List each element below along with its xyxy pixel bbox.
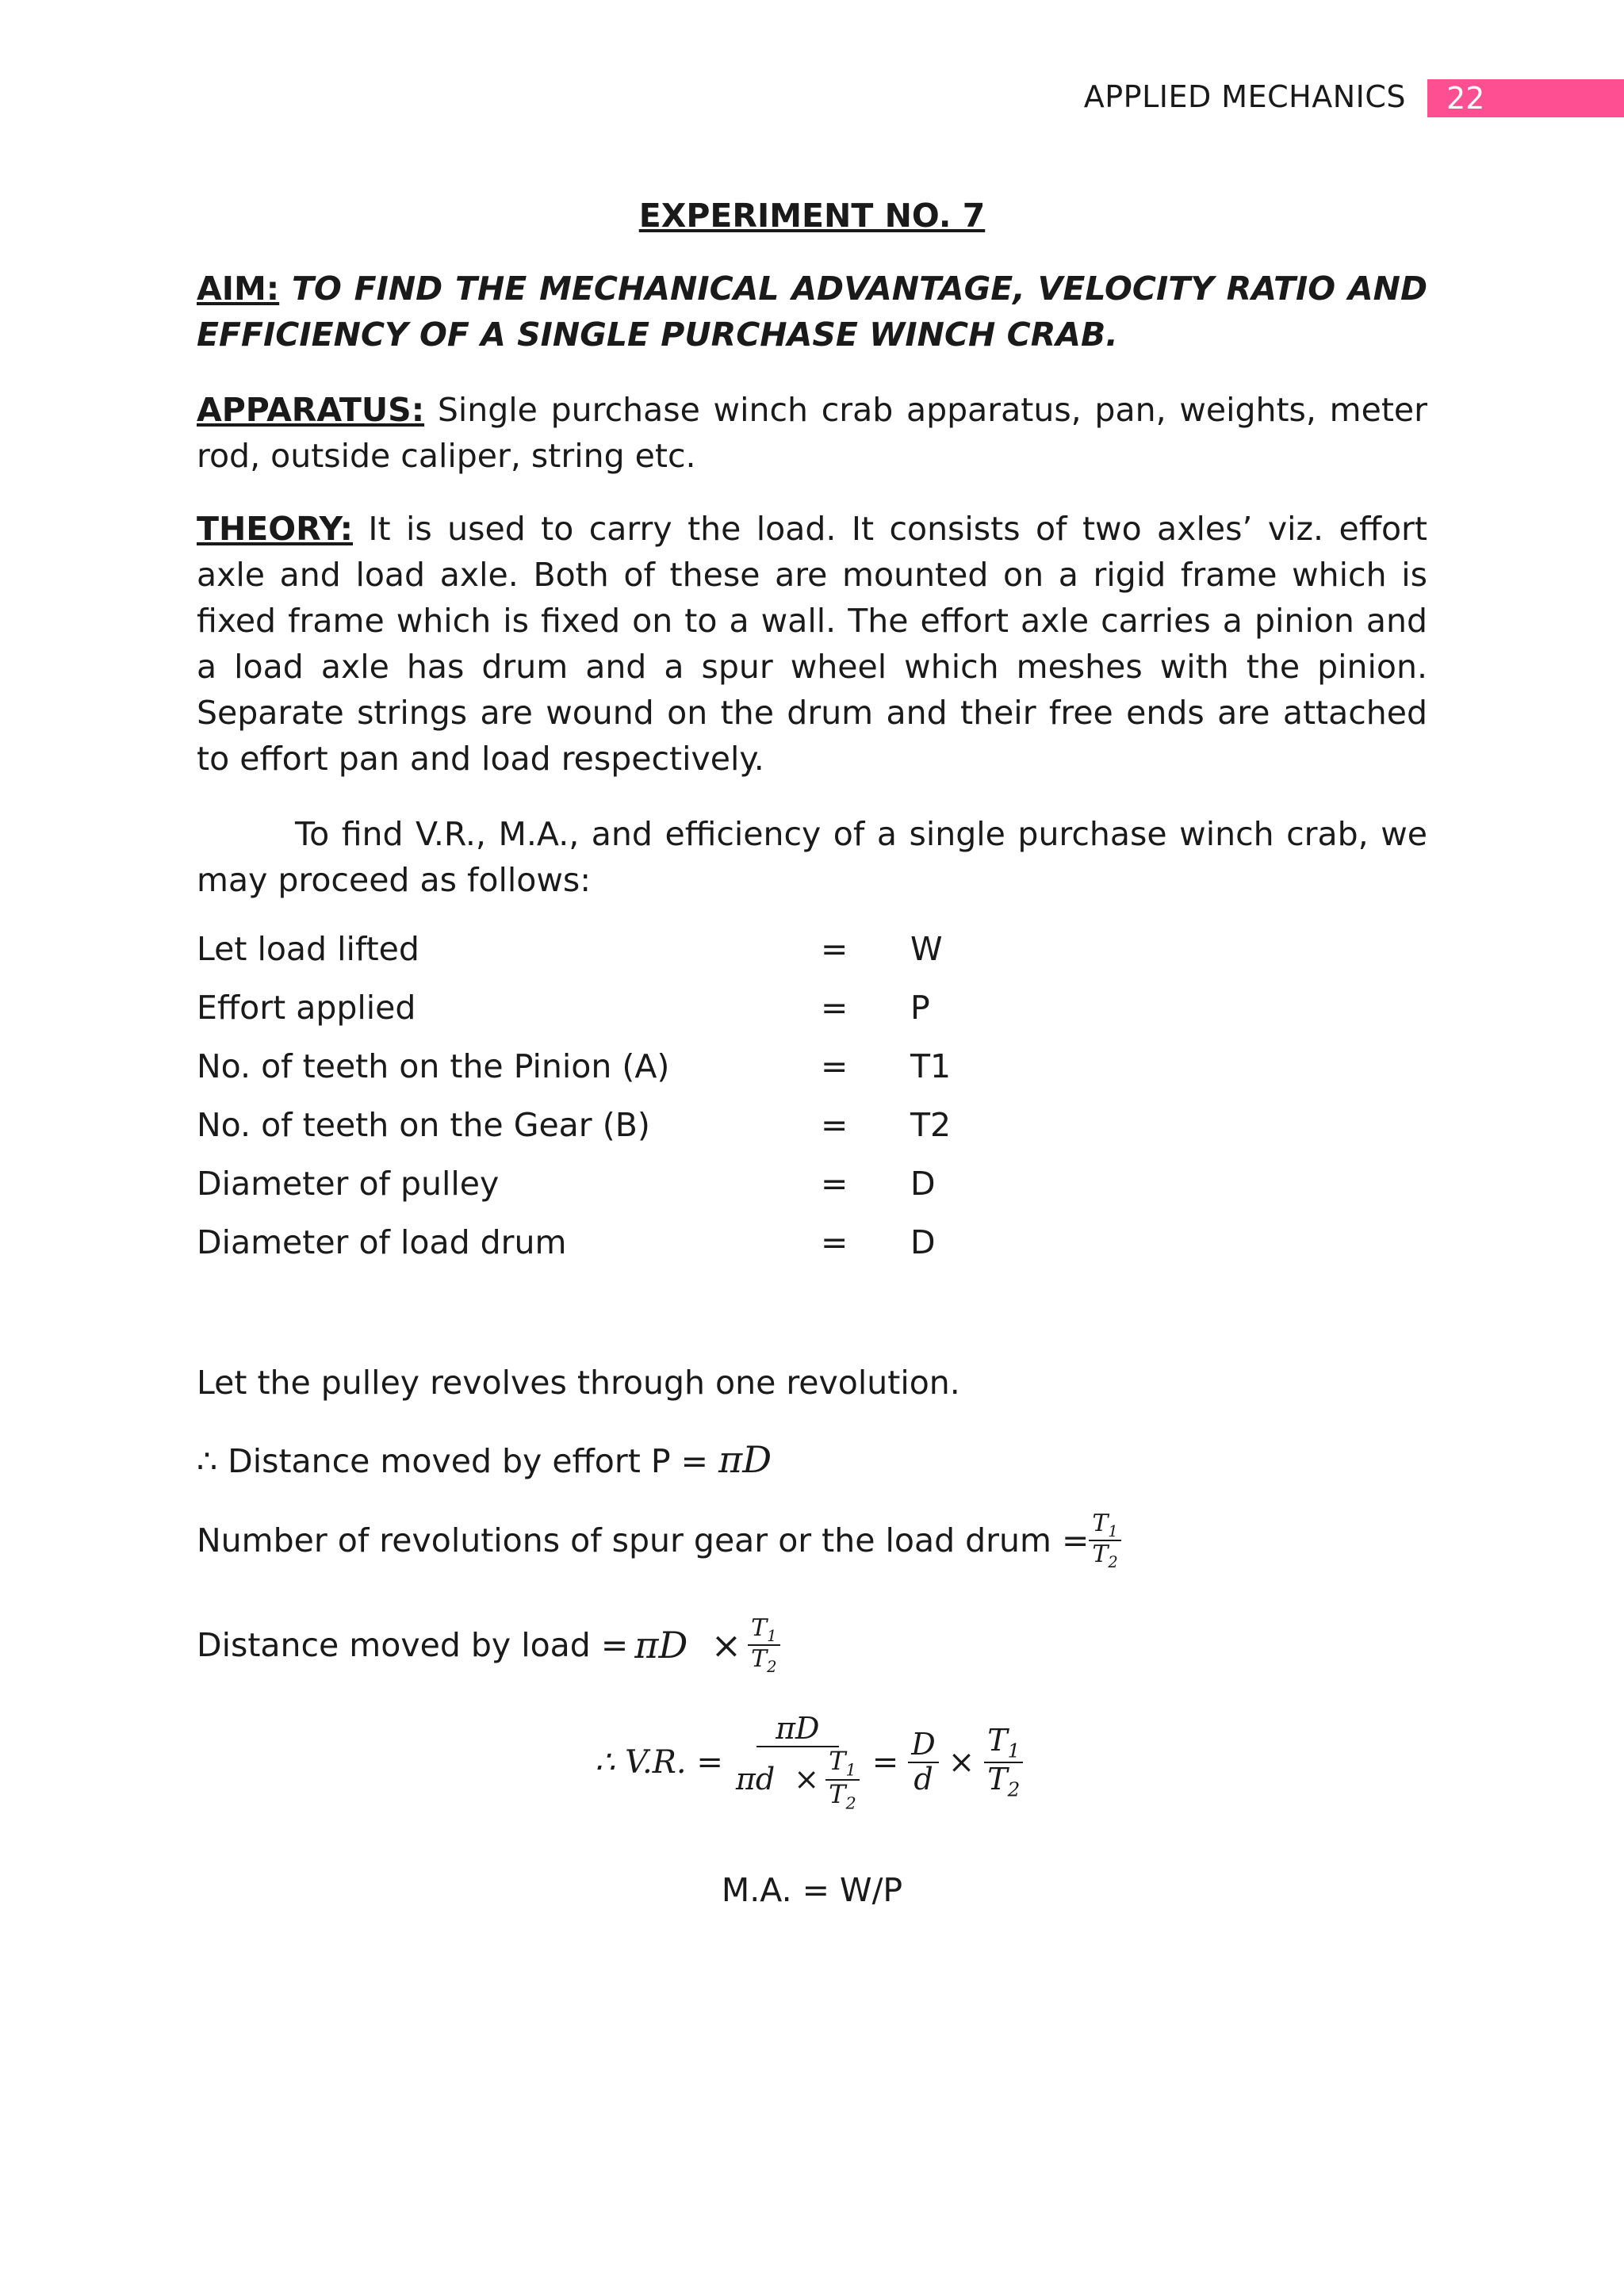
derivation-line-3 bbox=[197, 1509, 1121, 1571]
aim-paragraph bbox=[197, 266, 1427, 358]
header-title: APPLIED MECHANICS bbox=[1083, 79, 1406, 114]
proceed-text: To find V.R., M.A., and efficiency of a single purchase winch crab, we may proceed as follows: bbox=[197, 815, 1427, 899]
definition-value: T1 bbox=[910, 1047, 952, 1085]
definition-equals: = bbox=[821, 930, 848, 968]
fraction-numerator: $T_1$ bbox=[1089, 1510, 1120, 1541]
vr-denominator: πd × $\frac{T_1}{T_2}$ bbox=[733, 1747, 863, 1813]
effort-distance-math: πD bbox=[718, 1438, 772, 1481]
teeth-ratio-fraction bbox=[1089, 1510, 1120, 1571]
aim-label: AIM: bbox=[197, 270, 280, 308]
apparatus-paragraph bbox=[197, 387, 1427, 479]
definition-row bbox=[197, 985, 1427, 1043]
theory-text: It is used to carry the load. It consists of two axles’ viz. effort axle and load axle. Both of these are mounted on a rigid frame which is fixed frame which is fixed on to a wall. The effort axle carries a pinion and a load axle has drum and a spur wheel which meshes with the pinion. Separate strings are wound on the drum and their free ends are attached to effort pan and load respectively. bbox=[197, 510, 1427, 778]
definition-row bbox=[197, 1043, 1427, 1102]
velocity-ratio-formula bbox=[595, 1712, 1023, 1812]
load-teeth-fraction bbox=[748, 1615, 779, 1676]
load-distance-text: Distance moved by load = bbox=[197, 1626, 629, 1664]
apparatus-text: Single purchase winch crab apparatus, pan, weights, meter rod, outside caliper, string etc. bbox=[197, 391, 1427, 475]
definition-equals: = bbox=[821, 1106, 848, 1144]
definition-equals: = bbox=[821, 1223, 848, 1261]
fraction-numerator: $T_1$ bbox=[748, 1615, 779, 1646]
definition-value: P bbox=[910, 989, 930, 1027]
theory-label: THEORY: bbox=[197, 510, 353, 548]
definition-value: D bbox=[910, 1223, 936, 1261]
definition-equals: = bbox=[821, 989, 848, 1027]
definition-label: Let load lifted bbox=[197, 930, 419, 968]
definition-value: W bbox=[910, 930, 943, 968]
vr-teeth-fraction: $\frac{T_1}{T_2}$ bbox=[984, 1724, 1023, 1800]
definition-label: No. of teeth on the Gear (B) bbox=[197, 1106, 650, 1144]
vr-numerator: πD bbox=[756, 1712, 838, 1747]
page-number-badge: 22 bbox=[1427, 79, 1624, 117]
definition-label: Diameter of load drum bbox=[197, 1223, 567, 1261]
definition-equals: = bbox=[821, 1047, 848, 1085]
definition-value: T2 bbox=[910, 1106, 952, 1144]
definition-row bbox=[197, 1102, 1427, 1161]
vr-times: × bbox=[948, 1744, 975, 1781]
theory-paragraph bbox=[197, 506, 1427, 782]
definition-row bbox=[197, 1161, 1427, 1219]
derivation-line-2 bbox=[197, 1437, 772, 1484]
proceed-paragraph bbox=[197, 811, 1427, 903]
definition-label: Diameter of pulley bbox=[197, 1165, 500, 1203]
definition-row bbox=[197, 926, 1427, 985]
load-distance-math: πD × bbox=[634, 1624, 742, 1667]
vr-main-fraction bbox=[733, 1712, 863, 1812]
revolutions-text: Number of revolutions of spur gear or the load drum = bbox=[197, 1521, 1090, 1559]
derivation-line-1: Let the pulley revolves through one revolution. bbox=[197, 1364, 960, 1402]
derivation-line-4 bbox=[197, 1605, 780, 1685]
definition-label: Effort applied bbox=[197, 989, 416, 1027]
definition-equals: = bbox=[821, 1165, 848, 1203]
effort-distance-text: ∴ Distance moved by effort P = bbox=[197, 1442, 718, 1480]
vr-prefix: ∴ V.R. = bbox=[595, 1744, 723, 1781]
definition-row bbox=[197, 1219, 1427, 1278]
experiment-title: EXPERIMENT NO. 7 bbox=[638, 197, 986, 235]
vr-equals: = bbox=[871, 1744, 899, 1781]
fraction-denominator: $T_2$ bbox=[1092, 1540, 1118, 1571]
definition-label: No. of teeth on the Pinion (A) bbox=[197, 1047, 670, 1085]
vr-diameter-fraction: $\frac{D}{d}$ bbox=[908, 1728, 938, 1797]
fraction-denominator: $T_2$ bbox=[751, 1645, 777, 1676]
mechanical-advantage-formula: M.A. = W/P bbox=[721, 1871, 903, 1909]
apparatus-label: APPARATUS: bbox=[197, 391, 425, 429]
aim-text: TO FIND THE MECHANICAL ADVANTAGE, VELOCITY RATIO AND EFFICIENCY OF A SINGLE PURCHASE WINCH CRAB. bbox=[197, 270, 1427, 354]
definition-value: D bbox=[910, 1165, 936, 1203]
definitions-list bbox=[197, 926, 1427, 1278]
